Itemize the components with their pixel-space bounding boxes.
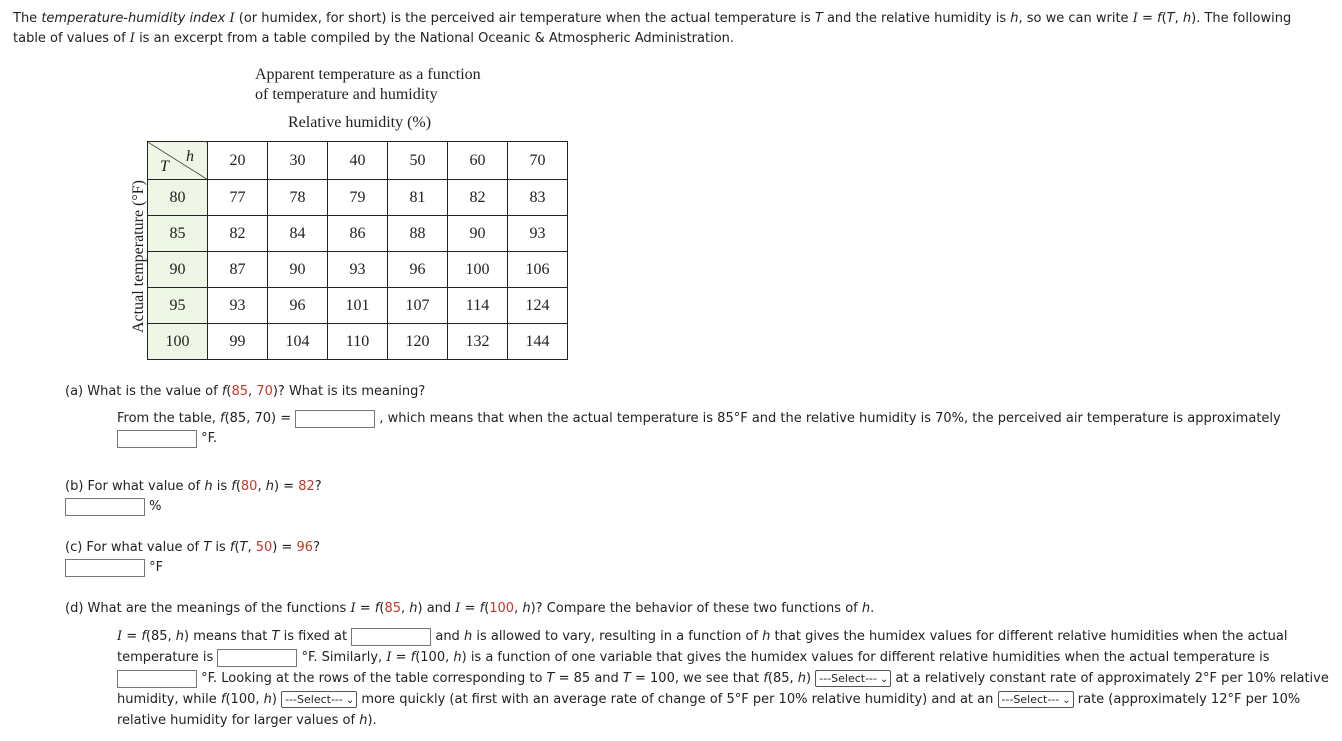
humidity-header: 50 (388, 142, 448, 180)
table-cell: 132 (448, 324, 508, 360)
answer-b-input[interactable] (65, 498, 145, 516)
answer-d: I = f(85, h) means that T is fixed at and h is allowed to vary, resulting in a function of h that gives the humidex values for different relative humidities when the actual temperature is °F. Similarly, I = f(100, h) is a function of one variable that gives the humidex values for different relative humidities when the actual temperature is °F. Looking at the rows of the table corresponding to T = 85 and T = 100, we see that f(85, h) ---Select--- ⌄ at a relatively constant rate of approximately 2°F per 10% relative humidity, while f(100, h) ---Select--- ⌄ more quickly (at first with an average rate of change of 5°F per 10% relative humidity) and at an ---Select--- ⌄ rate (approximately 12°F per 10% relative humidity for larger values of h). (117, 629, 1329, 728)
table-cell: 78 (268, 180, 328, 216)
table-cell: 120 (388, 324, 448, 360)
table-row (148, 216, 568, 252)
humidex-table (147, 141, 568, 360)
table-corner-cell: h T (148, 142, 208, 180)
table-row (148, 180, 568, 216)
table-cell: 96 (388, 252, 448, 288)
table-cell: 86 (328, 216, 388, 252)
answer-a: From the table, f(85, 70) = , which means that when the actual temperature is 85°F and the relative humidity is 70%, the perceived air temperature is approximately °F. (117, 411, 1281, 446)
answer-a-temperature-input[interactable] (117, 430, 197, 448)
temperature-header: 85 (148, 216, 208, 252)
table-cell: 84 (268, 216, 328, 252)
column-header: Relative humidity (%) (288, 114, 432, 131)
table-cell: 83 (508, 180, 568, 216)
table-cell: 106 (508, 252, 568, 288)
temperature-header: 90 (148, 252, 208, 288)
humidity-header: 40 (328, 142, 388, 180)
question-d: (d) What are the meanings of the functions I = f(85, h) and I = f(100, h)? Compare the behavior of these two functions of h. (65, 601, 875, 616)
temperature-header: 95 (148, 288, 208, 324)
question-b: (b) For what value of h is f(80, h) = 82? (65, 479, 322, 494)
question-c: (c) For what value of T is f(T, 50) = 96? (65, 540, 320, 555)
table-cell: 114 (448, 288, 508, 324)
table-cell: 79 (328, 180, 388, 216)
table-cell: 87 (208, 252, 268, 288)
table-cell: 96 (268, 288, 328, 324)
table-cell: 99 (208, 324, 268, 360)
humidity-header: 20 (208, 142, 268, 180)
table-cell: 93 (208, 288, 268, 324)
select-dropdown-3[interactable]: ---Select--- ⌄ (998, 691, 1074, 708)
question-a: (a) What is the value of f(85, 70)? What is its meaning? (65, 384, 426, 399)
answer-d-fixed-temp-input[interactable] (351, 628, 431, 646)
chevron-down-icon: ⌄ (345, 695, 355, 706)
table-cell: 90 (448, 216, 508, 252)
answer-d-temp-100-input[interactable] (117, 670, 197, 688)
table-cell: 77 (208, 180, 268, 216)
table-cell: 107 (388, 288, 448, 324)
table-cell: 104 (268, 324, 328, 360)
table-cell: 90 (268, 252, 328, 288)
select-dropdown-1[interactable]: ---Select--- ⌄ (815, 670, 891, 687)
select-dropdown-2[interactable]: ---Select--- ⌄ (281, 691, 357, 708)
answer-c-input[interactable] (65, 559, 145, 577)
answer-c: °F (65, 558, 163, 578)
chevron-down-icon: ⌄ (880, 674, 889, 685)
table-row (148, 252, 568, 288)
table-cell: 81 (388, 180, 448, 216)
temperature-header: 100 (148, 324, 208, 360)
humidity-header: 30 (268, 142, 328, 180)
table-header-row (148, 142, 568, 180)
temperature-header: 80 (148, 180, 208, 216)
table-cell: 144 (508, 324, 568, 360)
table-row (148, 288, 568, 324)
humidity-header: 60 (448, 142, 508, 180)
answer-b: % (65, 497, 162, 517)
table-cell: 93 (508, 216, 568, 252)
table-cell: 82 (448, 180, 508, 216)
table-row (148, 324, 568, 360)
answer-a-value-input[interactable] (295, 410, 375, 428)
humidity-header: 70 (508, 142, 568, 180)
figure-title: Apparent temperature as a function of temperature and humidity (255, 66, 481, 103)
table-cell: 100 (448, 252, 508, 288)
table-cell: 124 (508, 288, 568, 324)
intro-paragraph: The temperature-humidity index I (or humidex, for short) is the perceived air temperature when the actual temperature is T and the relative humidity is h, so we can write I = f(T, h). The following table of values of I is an excerpt from a table compiled by the National Oceanic & Atmospheric Administration. (13, 11, 1292, 46)
chevron-down-icon: ⌄ (1062, 695, 1071, 706)
answer-d-temp-85-input[interactable] (217, 649, 297, 667)
table-cell: 88 (388, 216, 448, 252)
table-cell: 110 (328, 324, 388, 360)
table-cell: 101 (328, 288, 388, 324)
table-cell: 93 (328, 252, 388, 288)
table-cell: 82 (208, 216, 268, 252)
